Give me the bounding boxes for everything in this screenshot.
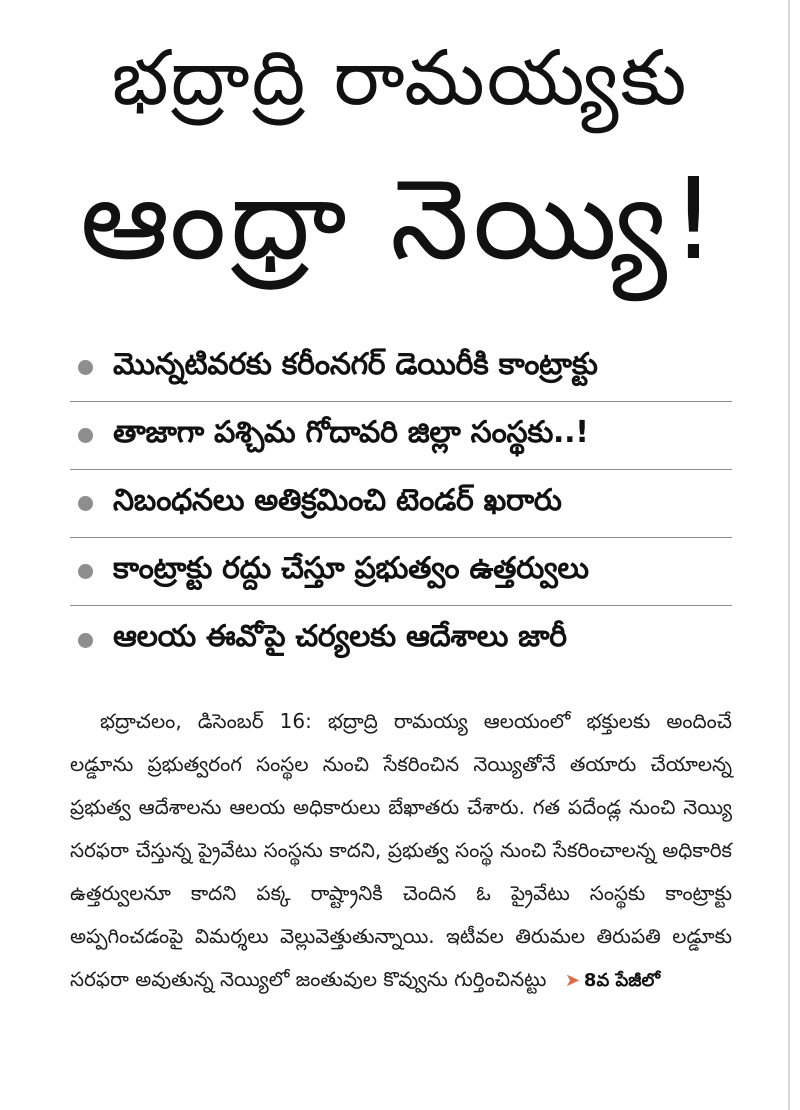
bullet-icon xyxy=(78,496,93,511)
list-item xyxy=(70,470,732,538)
article-paragraph: భద్రాచలం, డిసెంబర్ 16: భద్రాద్రి రామయ్య ఆలయంలో భక్తులకు అందించే లడ్డూను ప్రభుత్వరంగ సంస్థల నుంచి సేకరించిన నెయ్యితోనే తయారు చేయాలన్న ప్రభుత్వ ఆదేశాలను ఆలయ అధికారులు బేఖాతరు చేశారు. గత పదేండ్ల నుంచి నెయ్యి సరఫరా చేస్తున్న ప్రైవేటు సంస్థను కాదని, ప్రభుత్వ సంస్థ నుంచి సేకరించాలన్న అధికారిక ఉత్తర్వులనూ కాదని పక్క రాష్ట్రానికి చెందిన ఓ ప్రైవేటు సంస్థకు కాంట్రాక్టు అప్పగించడంపై విమర్శలు వెల్లువెత్తుతున్నాయి. ఇటీవల తిరుమల తిరుపతి లడ్డూకు సరఫరా అవుతున్న నెయ్యిలో జంతువుల కొవ్వును గుర్తించినట్టు xyxy=(70,709,732,991)
bullet-list xyxy=(70,334,732,674)
bullet-icon xyxy=(78,428,93,443)
bullet-text: మొన్నటివరకు కరీంనగర్ డెయిరీకి కాంట్రాక్టు xyxy=(113,346,598,382)
list-item xyxy=(70,402,732,470)
article-body xyxy=(70,700,732,1002)
bullet-text: ఆలయ ఈవోపై చర్యలకు ఆదేశాలు జారీ xyxy=(113,619,567,654)
bullet-icon xyxy=(78,633,93,648)
bullet-text: కాంట్రాక్టు రద్దు చేస్తూ ప్రభుత్వం ఉత్తర్వులు xyxy=(113,550,589,586)
list-item xyxy=(70,606,732,674)
arrow-right-icon: ➤ xyxy=(564,970,580,991)
column-divider xyxy=(788,0,790,1110)
list-item xyxy=(70,334,732,402)
list-item xyxy=(70,538,732,606)
continued-reference xyxy=(565,959,660,1002)
headline-line-2: ఆంధ్రా నెయ్యి! xyxy=(80,155,720,285)
continued-label: 8వ పేజీలో xyxy=(583,970,660,991)
bullet-text: తాజాగా పశ్చిమ గోదావరి జిల్లా సంస్థకు..! xyxy=(113,414,589,450)
headline-line-1: భద్రాద్రి రామయ్యకు xyxy=(111,33,689,122)
bullet-icon xyxy=(78,360,93,375)
bullet-text: నిబంధనలు అతిక్రమించి టెండర్ ఖరారు xyxy=(113,482,562,518)
bullet-icon xyxy=(78,564,93,579)
